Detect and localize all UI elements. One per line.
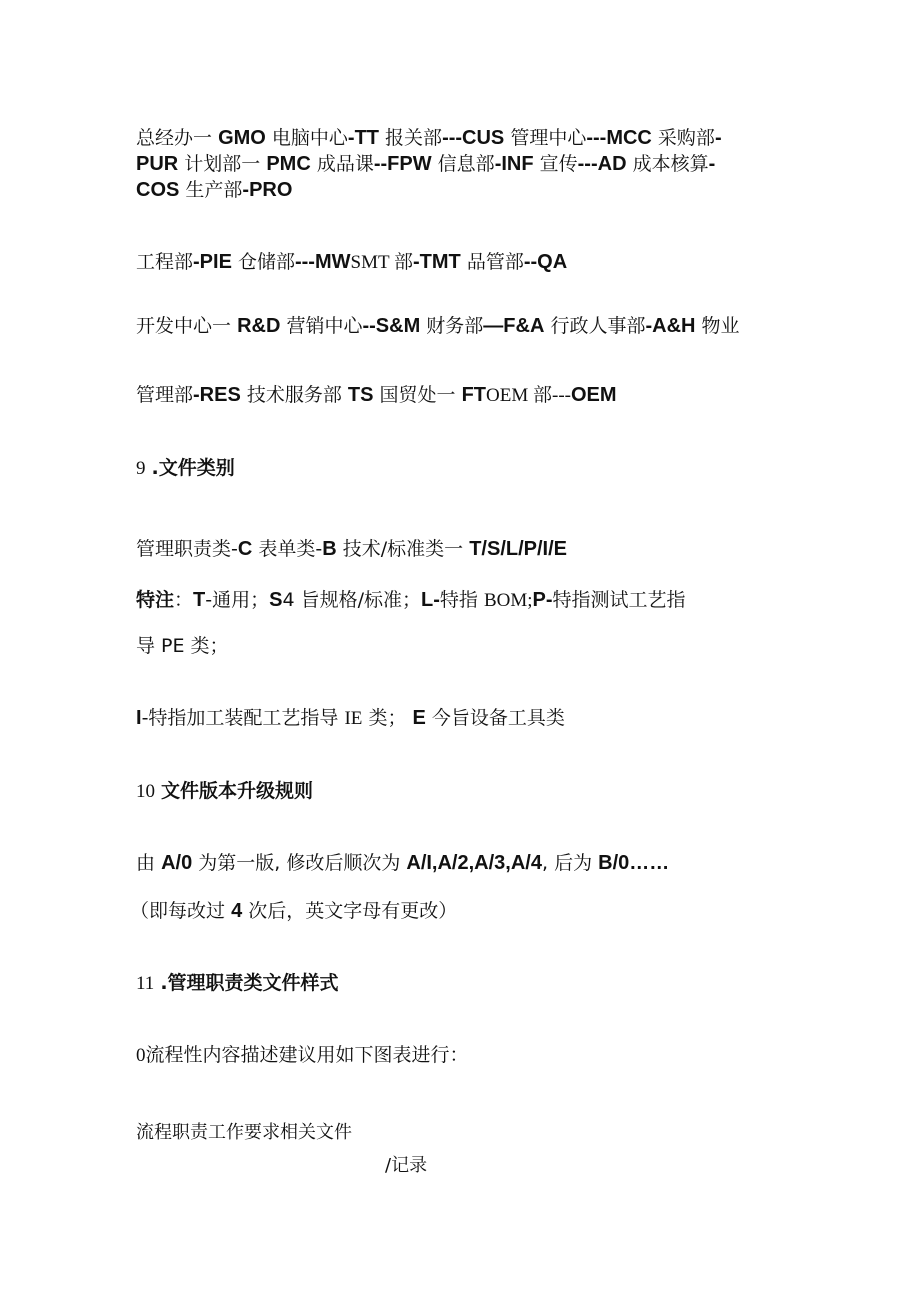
code: I: [136, 707, 142, 729]
text: -通用；: [205, 589, 270, 611]
code: -INF: [494, 153, 534, 175]
text: SMT 部: [350, 252, 413, 273]
text: IE: [344, 708, 363, 729]
code: T/S/L/P/I/E: [469, 538, 567, 560]
code: --FPW: [373, 153, 432, 175]
text: 为第一版, 修改后顺次为: [198, 852, 401, 874]
code: -: [708, 153, 716, 175]
code: 4: [231, 900, 243, 922]
text: -特指加工装配工艺指导: [141, 707, 339, 729]
section-title: .管理职责类文件样式: [160, 972, 339, 994]
dept-line-6: [136, 383, 617, 408]
code: L: [420, 589, 434, 611]
version-line-2: [130, 899, 457, 923]
text: 物业: [701, 315, 740, 337]
code: A/I,A/2,A/3,A/4: [406, 852, 542, 874]
code: S: [269, 589, 283, 611]
text: 总经办一: [136, 127, 213, 149]
code: ---MW: [294, 251, 351, 273]
text: 今旨设备工具类: [431, 707, 565, 729]
code: ---AD: [577, 153, 627, 175]
text: 信息部: [437, 153, 495, 175]
text: 流程性内容描述建议用如下图表进行：: [145, 1044, 469, 1066]
text: BOM;: [483, 590, 533, 611]
code: E: [412, 707, 426, 729]
table-header: [136, 1121, 352, 1145]
text: （即每改过: [130, 900, 226, 922]
category-line: [136, 537, 567, 561]
section-title: 文件版本升级规则: [161, 780, 314, 802]
text: 技术/标准类一: [342, 538, 464, 560]
version-line-1: [136, 851, 669, 875]
text: ：: [174, 589, 194, 611]
section-number: 10: [136, 781, 155, 802]
text: 成本核算: [632, 153, 709, 175]
text: 财务部: [426, 315, 484, 337]
text: 特指: [439, 589, 478, 611]
note-line-3: [136, 706, 565, 731]
table-header-2: [385, 1154, 427, 1178]
text: 开发中心一: [136, 315, 232, 337]
code: A/0: [161, 852, 193, 874]
dept-line-4: [136, 250, 567, 275]
text: 管理中心: [510, 127, 587, 149]
code: B/0……: [598, 852, 670, 874]
text: 宣传: [539, 153, 578, 175]
code: ---CUS: [442, 127, 505, 149]
text: 工程部: [136, 251, 194, 273]
code: -TMT: [413, 251, 461, 273]
text: OEM 部---: [486, 385, 571, 406]
code: PUR: [136, 153, 179, 175]
section-title: .文件类别: [151, 457, 235, 479]
dept-line-5: [136, 314, 740, 338]
text: 次后，英文字母有更改）: [248, 900, 458, 922]
code: --S&M: [362, 315, 421, 337]
text: 国贸处一: [379, 384, 456, 406]
text: 仓储部: [237, 251, 295, 273]
code: OEM: [570, 384, 617, 406]
text: -: [315, 538, 323, 560]
text: /记录: [385, 1155, 428, 1176]
dept-line-1: [136, 126, 722, 150]
text: 0: [136, 1045, 146, 1066]
text: 类；: [368, 707, 407, 729]
text: 成品课: [316, 153, 374, 175]
code: C: [237, 538, 253, 560]
text: -: [231, 538, 238, 560]
section-9-heading: [136, 456, 235, 481]
text: 报关部: [385, 127, 443, 149]
text: -: [433, 589, 440, 611]
code: ---MCC: [586, 127, 652, 149]
code: R&D: [237, 315, 281, 337]
dept-line-3: [136, 178, 292, 202]
code: -A&H: [645, 315, 696, 337]
flow-intro: [136, 1043, 469, 1068]
code: -TT: [347, 127, 379, 149]
dept-line-2: [136, 152, 715, 176]
code: T: [193, 589, 206, 611]
code: FT: [461, 384, 487, 406]
section-10-heading: [136, 779, 313, 804]
text: 由: [136, 852, 156, 874]
code: —F&A: [483, 315, 545, 337]
code: --QA: [523, 251, 568, 273]
text: 4 旨规格/标准；: [282, 589, 421, 611]
text: 营销中心: [286, 315, 363, 337]
text: 管理部: [136, 384, 194, 406]
code: PMC: [266, 153, 311, 175]
text: 技术服务部: [246, 384, 342, 406]
code: TS: [347, 384, 374, 406]
text: 特注: [136, 589, 175, 611]
text: 计划部一: [184, 153, 261, 175]
text: 管理职责类: [136, 538, 232, 560]
text: 品管部: [466, 251, 524, 273]
text: 生产部: [185, 179, 243, 201]
section-11-heading: [136, 971, 339, 996]
code: -PIE: [193, 251, 232, 273]
text: 流程职责工作要求相关文件: [136, 1122, 352, 1143]
text: 采购部: [657, 127, 715, 149]
text: 表单类: [258, 538, 316, 560]
code: -: [714, 127, 722, 149]
section-number: 11: [136, 973, 155, 994]
text: -: [545, 589, 553, 611]
section-number: 9: [136, 458, 146, 479]
code: GMO: [218, 127, 266, 149]
text: , 后为: [541, 852, 593, 874]
code: P: [532, 589, 546, 611]
code: -RES: [193, 384, 241, 406]
code: COS: [136, 179, 180, 201]
note-line-2: [136, 634, 229, 658]
code: -PRO: [242, 179, 293, 201]
text: 导 PE 类；: [136, 635, 229, 657]
text: 电脑中心: [271, 127, 348, 149]
code: B: [322, 538, 337, 560]
text: 行政人事部: [550, 315, 646, 337]
text: 特指测试工艺指: [552, 589, 686, 611]
note-line-1: [136, 588, 686, 613]
